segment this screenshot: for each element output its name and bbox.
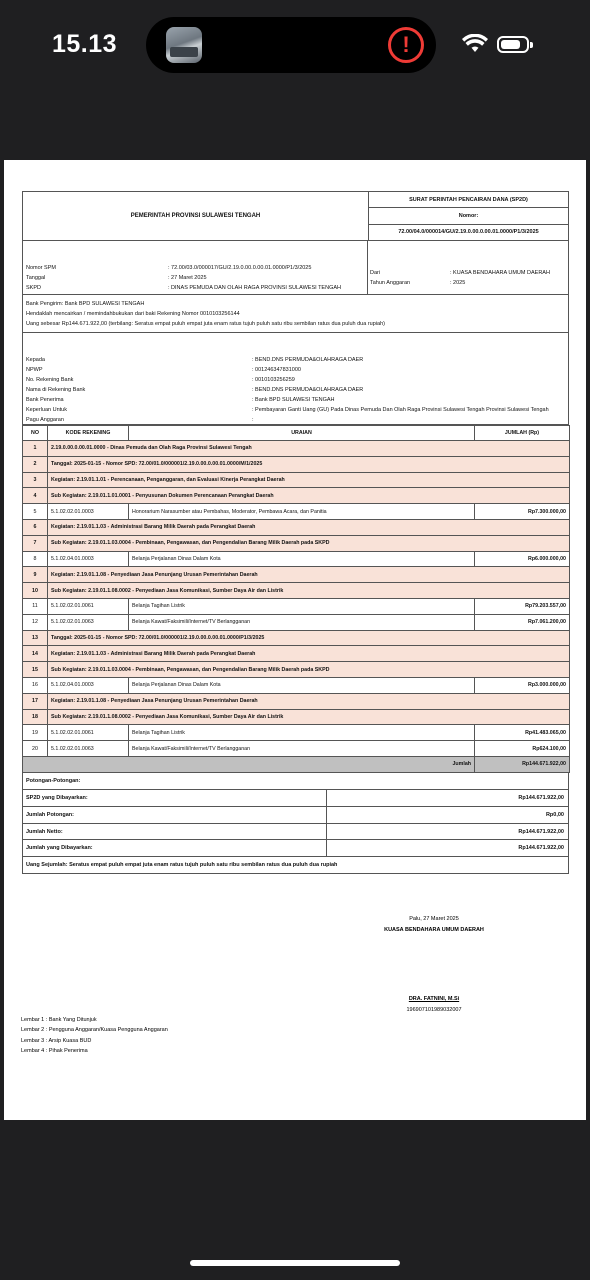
bank-line: Uang sebesar Rp144.671.922,00 (terbilang: Seratus empat puluh empat juta enam ratus tujuh puluh satu ribu sembilan ratus dua puluh dua rupiah) — [26, 321, 385, 327]
field-value: : DINAS PEMUDA DAN OLAH RAGA PROVINSI SULAWESI TENGAH — [168, 285, 341, 291]
summary-label: SP2D yang Dibayarkan: — [23, 790, 327, 806]
field-value: : Bank BPD SULAWESI TENGAH — [252, 397, 335, 403]
photo-thumbnail[interactable] — [166, 27, 202, 63]
alert-icon: ! — [388, 27, 424, 63]
total-row — [23, 756, 570, 772]
col-header-uraian: URAIAN — [129, 426, 475, 441]
summary-row — [22, 840, 569, 857]
table-row — [23, 472, 570, 488]
row-number: 15 — [23, 662, 48, 678]
row-number: 7 — [23, 535, 48, 551]
nomor-label: Nomor: — [369, 208, 568, 224]
row-number: 18 — [23, 709, 48, 725]
status-bar — [0, 0, 590, 90]
row-description: Belanja Kawat/Faksimili/Internet/TV Berlangganan — [129, 614, 475, 630]
row-heading: 2.19.0.00.0.00.01.0000 - Dinas Pemuda dan Olah Raga Provinsi Sulawesi Tengah — [48, 441, 570, 457]
row-number: 16 — [23, 677, 48, 693]
field-label: Nomor SPM — [26, 265, 56, 271]
spm-info-right — [368, 241, 568, 294]
spm-info-row — [26, 273, 367, 283]
row-amount: Rp624.100,00 — [475, 741, 570, 757]
total-value: Rp144.671.922,00 — [475, 756, 570, 772]
total-label: Jumlah — [23, 756, 475, 772]
recipient-row — [26, 375, 565, 385]
col-header-jumlah: JUMLAH (Rp) — [475, 426, 570, 441]
row-heading: Kegiatan: 2.19.01.1.01 - Perencanaan, Penganggaran, dan Evaluasi Kinerja Perangkat Daerah — [48, 472, 570, 488]
row-amount: Rp7.061.200,00 — [475, 614, 570, 630]
row-number: 9 — [23, 567, 48, 583]
row-number: 20 — [23, 741, 48, 757]
field-label: Bank Penerima — [26, 397, 64, 403]
table-row — [23, 614, 570, 630]
field-value: : 72.00/03.0/000017/GU/2.19.0.00.0.00.01.0000/P1/3/2025 — [168, 265, 312, 271]
table-row — [23, 630, 570, 646]
row-heading: Sub Kegiatan: 2.19.01.1.03.0004 - Pembinaan, Pengawasan, dan Pengendalian Barang Milik Daerah pada SKPD — [48, 535, 570, 551]
bank-line: Bank Pengirim: Bank BPD SULAWESI TENGAH — [26, 301, 145, 307]
document-number: 72.00/04.0/000014/GU/2.19.0.00.0.00.01.0000/P1/3/2025 — [398, 229, 539, 236]
row-heading: Sub Kegiatan: 2.19.01.1.08.0002 - Penyediaan Jasa Komunikasi, Sumber Daya Air dan Listrik — [48, 583, 570, 599]
distribution-list — [21, 1015, 168, 1056]
field-value: : KUASA BENDAHARA UMUM DAERAH — [450, 270, 550, 276]
field-label: SKPD — [26, 285, 41, 291]
table-row — [23, 583, 570, 599]
table-row — [23, 535, 570, 551]
distribution-item: Lembar 3 : Arsip Kuasa BUD — [21, 1037, 92, 1044]
row-number: 12 — [23, 614, 48, 630]
table-row — [23, 551, 570, 567]
spm-info-left — [23, 241, 368, 294]
table-row — [23, 725, 570, 741]
document-title: SURAT PERINTAH PENCAIRAN DANA (SP2D) — [369, 192, 568, 208]
sp2d-form — [22, 191, 569, 874]
recipient-row — [26, 405, 565, 415]
summary-row — [22, 824, 569, 841]
field-value: : — [252, 417, 254, 423]
row-description: Belanja Kawat/Faksimili/Internet/TV Berlangganan — [129, 741, 475, 757]
terbilang-text: Uang Sejumlah: Seratus empat puluh empat juta enam ratus tujuh puluh satu ribu sembilan ratus dua puluh dua rupiah — [22, 857, 569, 874]
row-heading: Tanggal: 2025-01-15 - Nomor SPD: 72.00/01.0/000001/2.19.0.00.0.00.01.0000/M/1/2025 — [48, 456, 570, 472]
row-number: 1 — [23, 441, 48, 457]
potongan-label: Potongan-Potongan: — [22, 773, 569, 790]
field-value: : Pembayaran Ganti Uang (GU) Pada Dinas Pemuda Dan Olah Raga Provinsi Sulawesi Tengah Provinsi Sulawesi Tengah — [252, 407, 549, 413]
summary-value: Rp144.671.922,00 — [518, 845, 564, 852]
summary-row — [22, 807, 569, 824]
row-heading: Sub Kegiatan: 2.19.01.1.01.0001 - Penyusunan Dokumen Perencanaan Perangkat Daerah — [48, 488, 570, 504]
account-code: 5.1.02.02.01.0003 — [48, 504, 129, 520]
issuer-name: PEMERINTAH PROVINSI SULAWESI TENGAH — [23, 192, 369, 240]
document-header — [22, 191, 569, 241]
row-description: Belanja Perjalanan Dinas Dalam Kota — [129, 551, 475, 567]
field-label: NPWP — [26, 367, 43, 373]
col-header-kode: KODE REKENING — [48, 426, 129, 441]
row-heading: Sub Kegiatan: 2.19.01.1.03.0004 - Pembinaan, Pengawasan, dan Pengendalian Barang Milik Daerah pada SKPD — [48, 662, 570, 678]
summary-value: Rp144.671.922,00 — [518, 828, 564, 835]
account-code: 5.1.02.02.01.0063 — [48, 614, 129, 630]
table-row — [23, 662, 570, 678]
table-row — [23, 598, 570, 614]
account-code: 5.1.02.02.01.0061 — [48, 725, 129, 741]
field-label: Nama di Rekening Bank — [26, 387, 86, 393]
row-amount: Rp7.300.000,00 — [475, 504, 570, 520]
row-description: Belanja Tagihan Listrik — [129, 725, 475, 741]
table-row — [23, 519, 570, 535]
sender-info-row — [370, 268, 568, 278]
distribution-item: Lembar 4 : Pihak Penerima — [21, 1047, 88, 1054]
table-row — [23, 646, 570, 662]
document-page — [4, 160, 586, 1120]
table-row — [23, 693, 570, 709]
field-value: : BEND.DNS PERMUDA&OLAHRAGA DAER — [252, 387, 364, 393]
field-label: No. Rekening Bank — [26, 377, 74, 383]
row-number: 11 — [23, 598, 48, 614]
row-number: 10 — [23, 583, 48, 599]
table-row — [23, 741, 570, 757]
summary-row — [22, 790, 569, 807]
account-code: 5.1.02.02.01.0061 — [48, 598, 129, 614]
sender-info-row — [370, 278, 568, 288]
wifi-icon — [462, 34, 488, 54]
spm-info-row — [26, 283, 367, 293]
row-number: 17 — [23, 693, 48, 709]
table-row — [23, 488, 570, 504]
field-label: Kepada — [26, 357, 45, 363]
items-table-wrap — [22, 425, 569, 773]
field-label: Keperluan Untuk — [26, 407, 67, 413]
row-amount: Rp79.203.557,00 — [475, 598, 570, 614]
row-number: 4 — [23, 488, 48, 504]
row-number: 3 — [23, 472, 48, 488]
recipient-row — [26, 355, 565, 365]
items-table — [22, 425, 570, 773]
dynamic-island[interactable] — [146, 17, 436, 73]
bank-line: Hendaklah mencairkan / memindahbukukan dari baki Rekening Nomor 0010103256144 — [26, 311, 240, 317]
row-description: Belanja Perjalanan Dinas Dalam Kota — [129, 677, 475, 693]
table-row — [23, 709, 570, 725]
row-heading: Kegiatan: 2.19.01.1.03 - Administrasi Barang Milik Daerah pada Perangkat Daerah — [48, 646, 570, 662]
field-value: : 2025 — [450, 280, 466, 286]
bank-instruction — [22, 295, 569, 333]
account-code: 5.1.02.02.01.0063 — [48, 741, 129, 757]
field-value: : 0010103256259 — [252, 377, 295, 383]
distribution-item: Lembar 1 : Bank Yang Ditunjuk — [21, 1017, 97, 1023]
table-row — [23, 677, 570, 693]
row-amount: Rp3.000.000,00 — [475, 677, 570, 693]
table-row — [23, 456, 570, 472]
clock: 15.13 — [52, 30, 118, 58]
row-heading: Sub Kegiatan: 2.19.01.1.08.0002 - Penyediaan Jasa Komunikasi, Sumber Daya Air dan Listrik — [48, 709, 570, 725]
table-header-row — [23, 426, 570, 441]
row-heading: Kegiatan: 2.19.01.1.08 - Penyediaan Jasa Penunjang Urusan Pemerintahan Daerah — [48, 693, 570, 709]
row-number: 2 — [23, 456, 48, 472]
account-code: 5.1.02.04.01.0003 — [48, 551, 129, 567]
field-value: : BEND.DNS PERMUDA&OLAHRAGA DAER — [252, 357, 364, 363]
recipient-row — [26, 395, 565, 405]
field-label: Pagu Anggaran — [26, 417, 64, 423]
table-row — [23, 567, 570, 583]
table-row — [23, 441, 570, 457]
row-number: 6 — [23, 519, 48, 535]
field-label: Tanggal — [26, 275, 46, 281]
row-number: 13 — [23, 630, 48, 646]
items-body — [23, 441, 570, 757]
row-heading: Tanggal: 2025-01-15 - Nomor SPD: 72.00/01.0/000001/2.19.0.00.0.00.01.0000/P1/3/2025 — [48, 630, 570, 646]
account-code: 5.1.02.04.01.0003 — [48, 677, 129, 693]
row-description: Honorarium Narasumber atau Pembahas, Moderator, Pembawa Acara, dan Panitia — [129, 504, 475, 520]
row-number: 14 — [23, 646, 48, 662]
home-indicator[interactable] — [190, 1260, 400, 1266]
battery-icon — [497, 36, 529, 53]
row-number: 8 — [23, 551, 48, 567]
summary-value: Rp0,00 — [545, 811, 564, 818]
summary-label: Jumlah yang Dibayarkan: — [23, 840, 327, 856]
distribution-item: Lembar 2 : Pengguna Anggaran/Kuasa Pengguna Anggaran — [21, 1027, 168, 1034]
place-date: Palu, 27 Maret 2025 — [409, 916, 459, 922]
summary-label: Jumlah Potongan: — [23, 807, 327, 823]
recipient-row — [26, 385, 565, 395]
row-description: Belanja Tagihan Listrik — [129, 598, 475, 614]
table-row — [23, 504, 570, 520]
field-value: : 27 Maret 2025 — [168, 275, 207, 281]
spm-info-section — [22, 241, 569, 295]
row-number: 19 — [23, 725, 48, 741]
recipient-row — [26, 415, 565, 425]
row-heading: Kegiatan: 2.19.01.1.03 - Administrasi Barang Milik Daerah pada Perangkat Daerah — [48, 519, 570, 535]
row-amount: Rp6.000.000,00 — [475, 551, 570, 567]
header-title-block — [369, 192, 568, 240]
field-label: Dari — [370, 270, 381, 276]
spm-info-row — [26, 263, 367, 273]
summary-label: Jumlah Netto: — [23, 824, 327, 840]
recipient-section — [22, 333, 569, 425]
recipient-row — [26, 365, 565, 375]
signer-nip: 196907101989032007 — [406, 1007, 462, 1013]
field-label: Tahun Anggaran — [370, 280, 411, 286]
signer-name: DRA. FATNINI, M.Si — [408, 996, 460, 1002]
signer-title: KUASA BENDAHARA UMUM DAERAH — [384, 927, 484, 933]
row-heading: Kegiatan: 2.19.01.1.08 - Penyediaan Jasa Penunjang Urusan Pemerintahan Daerah — [48, 567, 570, 583]
col-header-no: NO — [23, 426, 48, 441]
summary-value: Rp144.671.922,00 — [518, 794, 564, 801]
summary-section — [22, 790, 569, 857]
field-value: : 001246347831000 — [252, 367, 301, 373]
row-amount: Rp41.483.065,00 — [475, 725, 570, 741]
row-number: 5 — [23, 504, 48, 520]
